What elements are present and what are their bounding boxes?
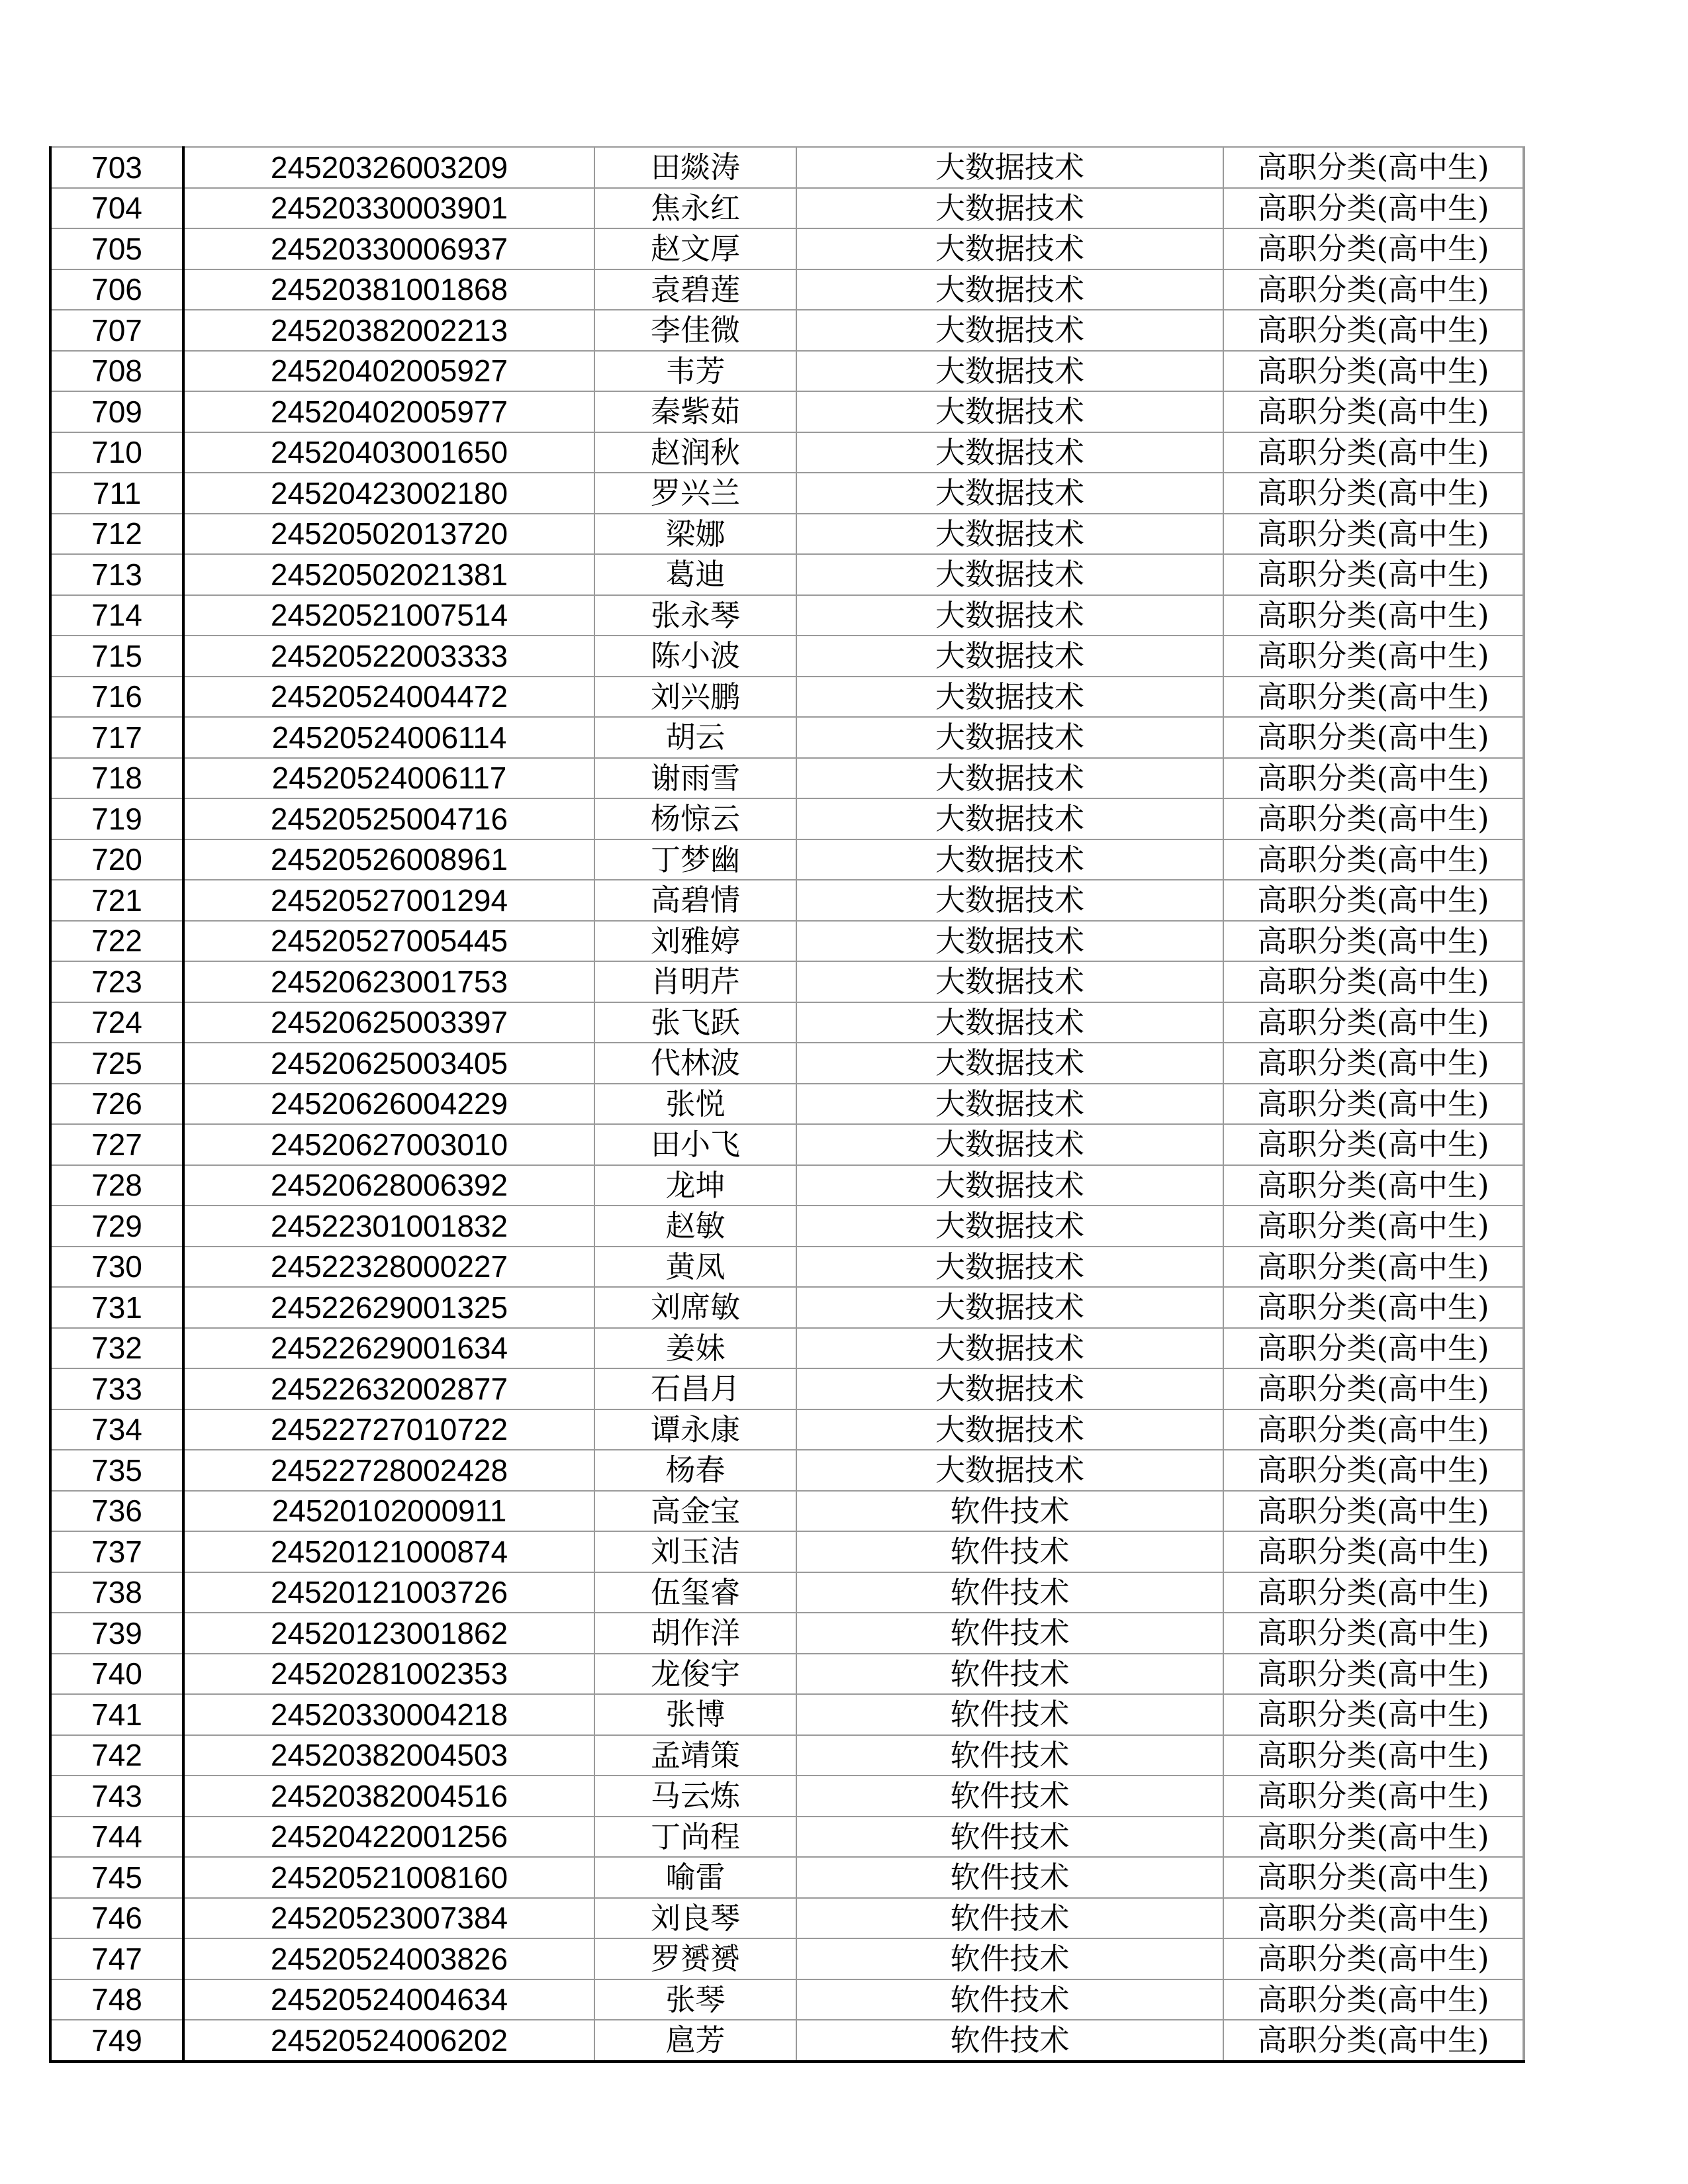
student-name-cell: 姜妹 xyxy=(594,1328,796,1369)
row-index-cell: 711 xyxy=(50,473,183,514)
category-cell: 高职分类(高中生) xyxy=(1223,432,1524,473)
row-index-cell: 709 xyxy=(50,391,183,432)
category-cell: 高职分类(高中生) xyxy=(1223,921,1524,962)
category-cell: 高职分类(高中生) xyxy=(1223,473,1524,514)
exam-number-cell: 24520502013720 xyxy=(183,514,594,555)
student-name-cell: 龙俊宇 xyxy=(594,1654,796,1695)
major-cell: 大数据技术 xyxy=(796,1206,1223,1247)
table-row xyxy=(50,310,1524,351)
student-name-cell: 赵文厚 xyxy=(594,228,796,269)
student-name-cell: 秦紫茹 xyxy=(594,391,796,432)
major-cell: 大数据技术 xyxy=(796,269,1223,310)
student-name-cell: 韦芳 xyxy=(594,351,796,392)
major-cell: 大数据技术 xyxy=(796,1409,1223,1450)
student-name-cell: 袁碧莲 xyxy=(594,269,796,310)
student-name-cell: 田小飞 xyxy=(594,1124,796,1165)
table-row xyxy=(50,1206,1524,1247)
student-name-cell: 张飞跃 xyxy=(594,1002,796,1043)
major-cell: 大数据技术 xyxy=(796,188,1223,229)
student-name-cell: 杨惊云 xyxy=(594,798,796,839)
exam-number-cell: 24520625003397 xyxy=(183,1002,594,1043)
category-cell: 高职分类(高中生) xyxy=(1223,351,1524,392)
category-cell: 高职分类(高中生) xyxy=(1223,1043,1524,1084)
row-index-cell: 703 xyxy=(50,147,183,188)
category-cell: 高职分类(高中生) xyxy=(1223,514,1524,555)
major-cell: 大数据技术 xyxy=(796,310,1223,351)
exam-number-cell: 24520526008961 xyxy=(183,839,594,880)
major-cell: 大数据技术 xyxy=(796,798,1223,839)
table-row xyxy=(50,1735,1524,1776)
student-name-cell: 刘席敏 xyxy=(594,1287,796,1328)
major-cell: 大数据技术 xyxy=(796,391,1223,432)
student-name-cell: 黄凤 xyxy=(594,1247,796,1288)
row-index-cell: 719 xyxy=(50,798,183,839)
category-cell: 高职分类(高中生) xyxy=(1223,1654,1524,1695)
student-name-cell: 刘良琴 xyxy=(594,1898,796,1939)
category-cell: 高职分类(高中生) xyxy=(1223,1613,1524,1654)
row-index-cell: 733 xyxy=(50,1368,183,1409)
category-cell: 高职分类(高中生) xyxy=(1223,2020,1524,2062)
exam-number-cell: 24520281002353 xyxy=(183,1654,594,1695)
exam-number-cell: 24520521007514 xyxy=(183,595,594,636)
student-name-cell: 胡作洋 xyxy=(594,1613,796,1654)
exam-number-cell: 24520423002180 xyxy=(183,473,594,514)
major-cell: 软件技术 xyxy=(796,1572,1223,1613)
category-cell: 高职分类(高中生) xyxy=(1223,1206,1524,1247)
exam-number-cell: 24520527001294 xyxy=(183,880,594,921)
major-cell: 大数据技术 xyxy=(796,1165,1223,1206)
category-cell: 高职分类(高中生) xyxy=(1223,391,1524,432)
table-row xyxy=(50,1694,1524,1735)
row-index-cell: 729 xyxy=(50,1206,183,1247)
row-index-cell: 708 xyxy=(50,351,183,392)
row-index-cell: 713 xyxy=(50,554,183,595)
row-index-cell: 744 xyxy=(50,1817,183,1858)
exam-number-cell: 24520121000874 xyxy=(183,1531,594,1572)
exam-number-cell: 24520381001868 xyxy=(183,269,594,310)
major-cell: 软件技术 xyxy=(796,1817,1223,1858)
exam-number-cell: 24520330003901 xyxy=(183,188,594,229)
major-cell: 软件技术 xyxy=(796,1776,1223,1817)
major-cell: 大数据技术 xyxy=(796,636,1223,677)
row-index-cell: 734 xyxy=(50,1409,183,1450)
table-row xyxy=(50,1938,1524,1979)
category-cell: 高职分类(高中生) xyxy=(1223,1450,1524,1491)
category-cell: 高职分类(高中生) xyxy=(1223,1979,1524,2020)
major-cell: 软件技术 xyxy=(796,1938,1223,1979)
table-row xyxy=(50,1857,1524,1898)
major-cell: 大数据技术 xyxy=(796,228,1223,269)
major-cell: 大数据技术 xyxy=(796,758,1223,799)
category-cell: 高职分类(高中生) xyxy=(1223,677,1524,718)
category-cell: 高职分类(高中生) xyxy=(1223,147,1524,188)
student-name-cell: 罗兴兰 xyxy=(594,473,796,514)
exam-number-cell: 24520525004716 xyxy=(183,798,594,839)
student-name-cell: 焦永红 xyxy=(594,188,796,229)
student-name-cell: 张永琴 xyxy=(594,595,796,636)
category-cell: 高职分类(高中生) xyxy=(1223,1002,1524,1043)
table-row xyxy=(50,758,1524,799)
category-cell: 高职分类(高中生) xyxy=(1223,1247,1524,1288)
category-cell: 高职分类(高中生) xyxy=(1223,1694,1524,1735)
category-cell: 高职分类(高中生) xyxy=(1223,1124,1524,1165)
table-row xyxy=(50,188,1524,229)
major-cell: 大数据技术 xyxy=(796,432,1223,473)
category-cell: 高职分类(高中生) xyxy=(1223,554,1524,595)
student-name-cell: 石昌月 xyxy=(594,1368,796,1409)
category-cell: 高职分类(高中生) xyxy=(1223,1368,1524,1409)
major-cell: 软件技术 xyxy=(796,1694,1223,1735)
row-index-cell: 722 xyxy=(50,921,183,962)
table-row xyxy=(50,961,1524,1002)
row-index-cell: 731 xyxy=(50,1287,183,1328)
student-name-cell: 喻雷 xyxy=(594,1857,796,1898)
student-name-cell: 赵敏 xyxy=(594,1206,796,1247)
row-index-cell: 745 xyxy=(50,1857,183,1898)
major-cell: 大数据技术 xyxy=(796,514,1223,555)
exam-number-cell: 24520123001862 xyxy=(183,1613,594,1654)
student-table xyxy=(49,146,1525,2063)
exam-number-cell: 24520527005445 xyxy=(183,921,594,962)
student-name-cell: 谢雨雪 xyxy=(594,758,796,799)
table-row xyxy=(50,1979,1524,2020)
category-cell: 高职分类(高中生) xyxy=(1223,717,1524,758)
row-index-cell: 730 xyxy=(50,1247,183,1288)
category-cell: 高职分类(高中生) xyxy=(1223,1165,1524,1206)
row-index-cell: 741 xyxy=(50,1694,183,1735)
row-index-cell: 706 xyxy=(50,269,183,310)
row-index-cell: 717 xyxy=(50,717,183,758)
row-index-cell: 743 xyxy=(50,1776,183,1817)
exam-number-cell: 24520627003010 xyxy=(183,1124,594,1165)
row-index-cell: 747 xyxy=(50,1938,183,1979)
category-cell: 高职分类(高中生) xyxy=(1223,1776,1524,1817)
major-cell: 大数据技术 xyxy=(796,1247,1223,1288)
table-row xyxy=(50,351,1524,392)
category-cell: 高职分类(高中生) xyxy=(1223,1531,1524,1572)
exam-number-cell: 24520523007384 xyxy=(183,1898,594,1939)
major-cell: 大数据技术 xyxy=(796,677,1223,718)
student-name-cell: 马云炼 xyxy=(594,1776,796,1817)
major-cell: 大数据技术 xyxy=(796,595,1223,636)
table-row xyxy=(50,514,1524,555)
row-index-cell: 723 xyxy=(50,961,183,1002)
row-index-cell: 715 xyxy=(50,636,183,677)
exam-number-cell: 24520403001650 xyxy=(183,432,594,473)
table-row xyxy=(50,391,1524,432)
table-row xyxy=(50,880,1524,921)
student-name-cell: 梁娜 xyxy=(594,514,796,555)
table-row xyxy=(50,147,1524,188)
major-cell: 软件技术 xyxy=(796,1857,1223,1898)
student-name-cell: 胡云 xyxy=(594,717,796,758)
exam-number-cell: 24520625003405 xyxy=(183,1043,594,1084)
table-row xyxy=(50,636,1524,677)
exam-number-cell: 24520121003726 xyxy=(183,1572,594,1613)
table-row xyxy=(50,1654,1524,1695)
major-cell: 软件技术 xyxy=(796,1735,1223,1776)
table-row xyxy=(50,228,1524,269)
major-cell: 大数据技术 xyxy=(796,1368,1223,1409)
major-cell: 大数据技术 xyxy=(796,1450,1223,1491)
table-row xyxy=(50,2020,1524,2062)
category-cell: 高职分类(高中生) xyxy=(1223,1817,1524,1858)
exam-number-cell: 24522629001634 xyxy=(183,1328,594,1369)
major-cell: 软件技术 xyxy=(796,2020,1223,2062)
exam-number-cell: 24520628006392 xyxy=(183,1165,594,1206)
exam-number-cell: 24520382004503 xyxy=(183,1735,594,1776)
major-cell: 大数据技术 xyxy=(796,921,1223,962)
table-row xyxy=(50,1084,1524,1125)
exam-number-cell: 24520524006202 xyxy=(183,2020,594,2062)
major-cell: 软件技术 xyxy=(796,1898,1223,1939)
exam-number-cell: 24522728002428 xyxy=(183,1450,594,1491)
row-index-cell: 732 xyxy=(50,1328,183,1369)
exam-number-cell: 24522629001325 xyxy=(183,1287,594,1328)
table-row xyxy=(50,595,1524,636)
major-cell: 大数据技术 xyxy=(796,554,1223,595)
major-cell: 软件技术 xyxy=(796,1491,1223,1532)
student-name-cell: 龙坤 xyxy=(594,1165,796,1206)
table-row xyxy=(50,839,1524,880)
exam-number-cell: 24520623001753 xyxy=(183,961,594,1002)
major-cell: 大数据技术 xyxy=(796,1328,1223,1369)
major-cell: 大数据技术 xyxy=(796,1043,1223,1084)
category-cell: 高职分类(高中生) xyxy=(1223,798,1524,839)
exam-number-cell: 24520524006117 xyxy=(183,758,594,799)
category-cell: 高职分类(高中生) xyxy=(1223,961,1524,1002)
student-name-cell: 陈小波 xyxy=(594,636,796,677)
row-index-cell: 712 xyxy=(50,514,183,555)
exam-number-cell: 24520382002213 xyxy=(183,310,594,351)
row-index-cell: 746 xyxy=(50,1898,183,1939)
row-index-cell: 739 xyxy=(50,1613,183,1654)
exam-number-cell: 24520524003826 xyxy=(183,1938,594,1979)
major-cell: 大数据技术 xyxy=(796,717,1223,758)
exam-number-cell: 24520524004472 xyxy=(183,677,594,718)
student-name-cell: 高金宝 xyxy=(594,1491,796,1532)
exam-number-cell: 24520102000911 xyxy=(183,1491,594,1532)
category-cell: 高职分类(高中生) xyxy=(1223,228,1524,269)
row-index-cell: 748 xyxy=(50,1979,183,2020)
table-row xyxy=(50,1817,1524,1858)
exam-number-cell: 24520521008160 xyxy=(183,1857,594,1898)
table-row xyxy=(50,1898,1524,1939)
row-index-cell: 704 xyxy=(50,188,183,229)
category-cell: 高职分类(高中生) xyxy=(1223,880,1524,921)
row-index-cell: 724 xyxy=(50,1002,183,1043)
student-name-cell: 代林波 xyxy=(594,1043,796,1084)
category-cell: 高职分类(高中生) xyxy=(1223,1084,1524,1125)
major-cell: 大数据技术 xyxy=(796,961,1223,1002)
student-name-cell: 杨春 xyxy=(594,1450,796,1491)
category-cell: 高职分类(高中生) xyxy=(1223,1409,1524,1450)
major-cell: 软件技术 xyxy=(796,1531,1223,1572)
student-name-cell: 刘雅婷 xyxy=(594,921,796,962)
category-cell: 高职分类(高中生) xyxy=(1223,1328,1524,1369)
category-cell: 高职分类(高中生) xyxy=(1223,1735,1524,1776)
exam-number-cell: 24520524006114 xyxy=(183,717,594,758)
row-index-cell: 737 xyxy=(50,1531,183,1572)
table-body xyxy=(50,147,1524,2062)
exam-number-cell: 24520330006937 xyxy=(183,228,594,269)
category-cell: 高职分类(高中生) xyxy=(1223,1572,1524,1613)
table-row xyxy=(50,717,1524,758)
major-cell: 大数据技术 xyxy=(796,1084,1223,1125)
student-name-cell: 李佳微 xyxy=(594,310,796,351)
row-index-cell: 721 xyxy=(50,880,183,921)
category-cell: 高职分类(高中生) xyxy=(1223,269,1524,310)
table-row xyxy=(50,1776,1524,1817)
row-index-cell: 727 xyxy=(50,1124,183,1165)
table-row xyxy=(50,798,1524,839)
row-index-cell: 725 xyxy=(50,1043,183,1084)
table-row xyxy=(50,554,1524,595)
major-cell: 大数据技术 xyxy=(796,880,1223,921)
row-index-cell: 705 xyxy=(50,228,183,269)
exam-number-cell: 24520402005927 xyxy=(183,351,594,392)
table-row xyxy=(50,1572,1524,1613)
table-row xyxy=(50,1491,1524,1532)
category-cell: 高职分类(高中生) xyxy=(1223,758,1524,799)
major-cell: 大数据技术 xyxy=(796,351,1223,392)
row-index-cell: 714 xyxy=(50,595,183,636)
row-index-cell: 720 xyxy=(50,839,183,880)
category-cell: 高职分类(高中生) xyxy=(1223,188,1524,229)
row-index-cell: 742 xyxy=(50,1735,183,1776)
table-row xyxy=(50,1613,1524,1654)
table-row xyxy=(50,1450,1524,1491)
major-cell: 大数据技术 xyxy=(796,839,1223,880)
student-name-cell: 丁尚程 xyxy=(594,1817,796,1858)
exam-number-cell: 24522328000227 xyxy=(183,1247,594,1288)
table-row xyxy=(50,1328,1524,1369)
major-cell: 大数据技术 xyxy=(796,1002,1223,1043)
row-index-cell: 740 xyxy=(50,1654,183,1695)
category-cell: 高职分类(高中生) xyxy=(1223,310,1524,351)
table-row xyxy=(50,473,1524,514)
table-row xyxy=(50,1247,1524,1288)
major-cell: 软件技术 xyxy=(796,1613,1223,1654)
category-cell: 高职分类(高中生) xyxy=(1223,1898,1524,1939)
student-name-cell: 赵润秋 xyxy=(594,432,796,473)
student-name-cell: 刘玉洁 xyxy=(594,1531,796,1572)
exam-number-cell: 24522632002877 xyxy=(183,1368,594,1409)
category-cell: 高职分类(高中生) xyxy=(1223,1287,1524,1328)
student-name-cell: 扈芳 xyxy=(594,2020,796,2062)
exam-number-cell: 24520402005977 xyxy=(183,391,594,432)
row-index-cell: 736 xyxy=(50,1491,183,1532)
row-index-cell: 716 xyxy=(50,677,183,718)
student-name-cell: 田燚涛 xyxy=(594,147,796,188)
category-cell: 高职分类(高中生) xyxy=(1223,1491,1524,1532)
exam-number-cell: 24520522003333 xyxy=(183,636,594,677)
table-row xyxy=(50,1043,1524,1084)
student-name-cell: 丁梦幽 xyxy=(594,839,796,880)
category-cell: 高职分类(高中生) xyxy=(1223,839,1524,880)
exam-number-cell: 24520502021381 xyxy=(183,554,594,595)
student-name-cell: 张博 xyxy=(594,1694,796,1735)
exam-number-cell: 24522727010722 xyxy=(183,1409,594,1450)
category-cell: 高职分类(高中生) xyxy=(1223,595,1524,636)
student-name-cell: 伍玺睿 xyxy=(594,1572,796,1613)
table-row xyxy=(50,432,1524,473)
table-row xyxy=(50,1002,1524,1043)
exam-number-cell: 24520626004229 xyxy=(183,1084,594,1125)
exam-number-cell: 24520524004634 xyxy=(183,1979,594,2020)
table-row xyxy=(50,1368,1524,1409)
row-index-cell: 749 xyxy=(50,2020,183,2062)
table-row xyxy=(50,1287,1524,1328)
table-row xyxy=(50,921,1524,962)
table-row xyxy=(50,269,1524,310)
row-index-cell: 735 xyxy=(50,1450,183,1491)
major-cell: 软件技术 xyxy=(796,1979,1223,2020)
category-cell: 高职分类(高中生) xyxy=(1223,1857,1524,1898)
table-row xyxy=(50,677,1524,718)
student-name-cell: 葛迪 xyxy=(594,554,796,595)
student-name-cell: 肖明芹 xyxy=(594,961,796,1002)
student-name-cell: 张悦 xyxy=(594,1084,796,1125)
category-cell: 高职分类(高中生) xyxy=(1223,1938,1524,1979)
exam-number-cell: 24520330004218 xyxy=(183,1694,594,1735)
exam-number-cell: 24520422001256 xyxy=(183,1817,594,1858)
row-index-cell: 726 xyxy=(50,1084,183,1125)
major-cell: 软件技术 xyxy=(796,1654,1223,1695)
table-row xyxy=(50,1409,1524,1450)
row-index-cell: 710 xyxy=(50,432,183,473)
exam-number-cell: 24520326003209 xyxy=(183,147,594,188)
major-cell: 大数据技术 xyxy=(796,473,1223,514)
student-name-cell: 张琴 xyxy=(594,1979,796,2020)
student-name-cell: 谭永康 xyxy=(594,1409,796,1450)
major-cell: 大数据技术 xyxy=(796,147,1223,188)
table-row xyxy=(50,1124,1524,1165)
exam-number-cell: 24520382004516 xyxy=(183,1776,594,1817)
student-name-cell: 孟靖策 xyxy=(594,1735,796,1776)
row-index-cell: 707 xyxy=(50,310,183,351)
row-index-cell: 718 xyxy=(50,758,183,799)
row-index-cell: 728 xyxy=(50,1165,183,1206)
category-cell: 高职分类(高中生) xyxy=(1223,636,1524,677)
table-row xyxy=(50,1531,1524,1572)
row-index-cell: 738 xyxy=(50,1572,183,1613)
major-cell: 大数据技术 xyxy=(796,1124,1223,1165)
student-name-cell: 刘兴鹏 xyxy=(594,677,796,718)
student-name-cell: 罗赟赟 xyxy=(594,1938,796,1979)
exam-number-cell: 24522301001832 xyxy=(183,1206,594,1247)
major-cell: 大数据技术 xyxy=(796,1287,1223,1328)
table-row xyxy=(50,1165,1524,1206)
student-name-cell: 高碧情 xyxy=(594,880,796,921)
